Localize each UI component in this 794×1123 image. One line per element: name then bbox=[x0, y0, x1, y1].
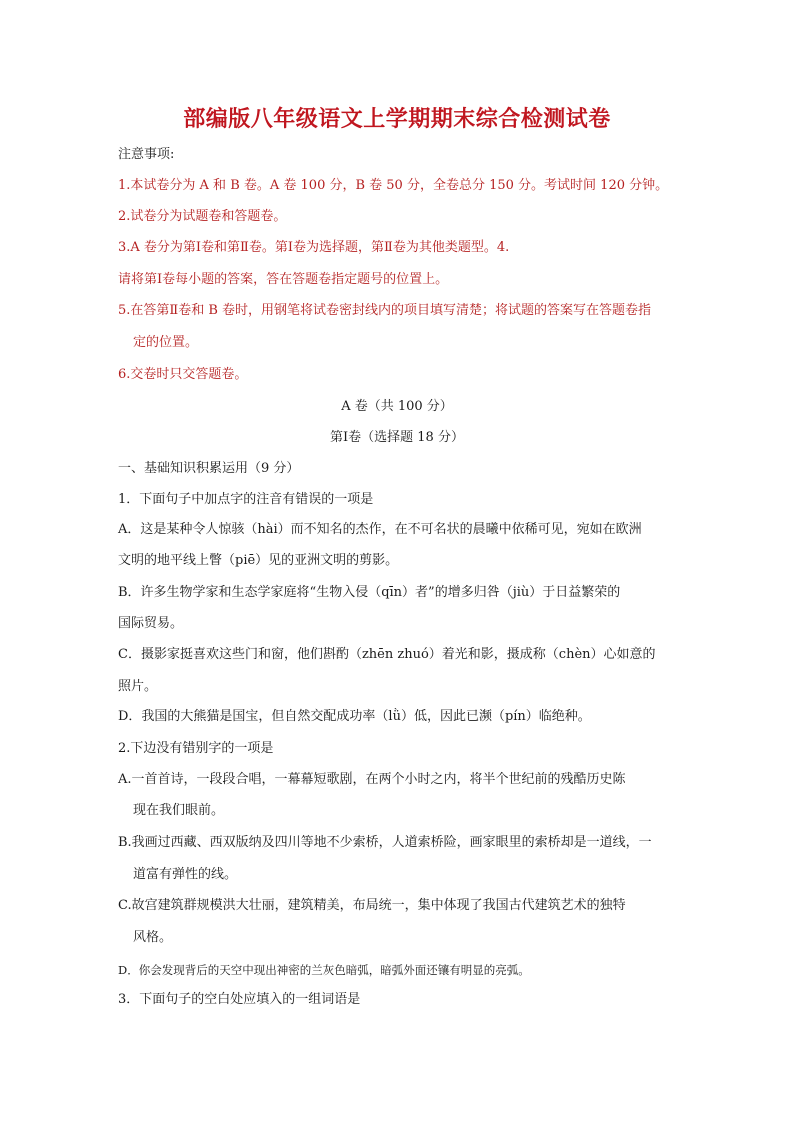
question-2-option-b-cont: 道富有弹性的线。 bbox=[133, 867, 238, 882]
question-2-stem: 2.下边没有错别字的一项是 bbox=[118, 741, 274, 756]
question-1-option-a: A．这是某种令人惊骇（hài）而不知名的杰作，在不可名状的晨曦中依稀可见，宛如在欧洲 bbox=[118, 522, 642, 537]
note-item: 5.在答第Ⅱ卷和 B 卷时，用钢笔将试卷密封线内的项目填写清楚；将试题的答案写在答题卷指 bbox=[118, 303, 652, 318]
question-2-option-a-cont: 现在我们眼前。 bbox=[133, 803, 225, 818]
note-item: 1.本试卷分为 A 和 B 卷。A 卷 100 分，B 卷 50 分，全卷总分 150 分。考试时间 120 分钟。 bbox=[118, 178, 669, 193]
question-2-option-c-cont: 风格。 bbox=[133, 930, 173, 945]
question-1-option-c-cont: 照片。 bbox=[118, 679, 158, 694]
question-2-option-d: D．你会发现背后的天空中现出神密的兰灰色暗弧，暗弧外面还镶有明显的亮弧。 bbox=[118, 963, 530, 977]
notes-heading: 注意事项: bbox=[118, 147, 175, 162]
question-3-stem: 3．下面句子的空白处应填入的一组词语是 bbox=[118, 992, 361, 1007]
note-item: 3.A 卷分为第Ⅰ卷和第Ⅱ卷。第Ⅰ卷为选择题，第Ⅱ卷为其他类题型。4. bbox=[118, 240, 510, 255]
part-one-heading: 第Ⅰ卷（选择题 18 分） bbox=[330, 430, 464, 445]
question-1-option-a-cont: 文明的地平线上瞥（piē）见的亚洲文明的剪影。 bbox=[118, 553, 399, 568]
section-a-heading: A 卷（共 100 分） bbox=[341, 399, 453, 414]
question-2-option-c: C.故宫建筑群规模洪大壮丽，建筑精美，布局统一，集中体现了我国古代建筑艺术的独特 bbox=[118, 898, 626, 913]
page-title: 部编版八年级语文上学期期末综合检测试卷 bbox=[183, 107, 611, 132]
question-2-option-a: A.一首首诗，一段段合唱，一幕幕短歌剧，在两个小时之内，将半个世纪前的残酷历史陈 bbox=[118, 772, 626, 787]
question-1-option-b: B．许多生物学家和生态学家庭将“生物入侵（qīn）者”的增多归咎（jiù）于日益繁荣的 bbox=[118, 585, 621, 600]
note-item: 定的位置。 bbox=[133, 335, 199, 350]
question-2-option-b: B.我画过西藏、西双版纳及四川等地不少索桥，人道索桥险，画家眼里的索桥却是一道线，一 bbox=[118, 835, 652, 850]
question-1-option-d: D．我国的大熊猫是国宝，但自然交配成功率（lǜ）低，因此已濒（pín）临绝种。 bbox=[118, 709, 591, 724]
question-1-stem: 1．下面句子中加点字的注音有错误的一项是 bbox=[118, 492, 374, 507]
question-1-option-c: C．摄影家挺喜欢这些门和窗，他们斟酌（zhēn zhuó）着光和影，摄成称（chèn）心如意的 bbox=[118, 647, 656, 662]
group-one-heading: 一、基础知识积累运用（9 分） bbox=[118, 461, 300, 476]
note-item: 请将第Ⅰ卷每小题的答案，答在答题卷指定题号的位置上。 bbox=[118, 272, 449, 287]
question-1-option-b-cont: 国际贸易。 bbox=[118, 616, 184, 631]
note-item: 6.交卷时只交答题卷。 bbox=[118, 367, 248, 382]
note-item: 2.试卷分为试题卷和答题卷。 bbox=[118, 209, 287, 224]
